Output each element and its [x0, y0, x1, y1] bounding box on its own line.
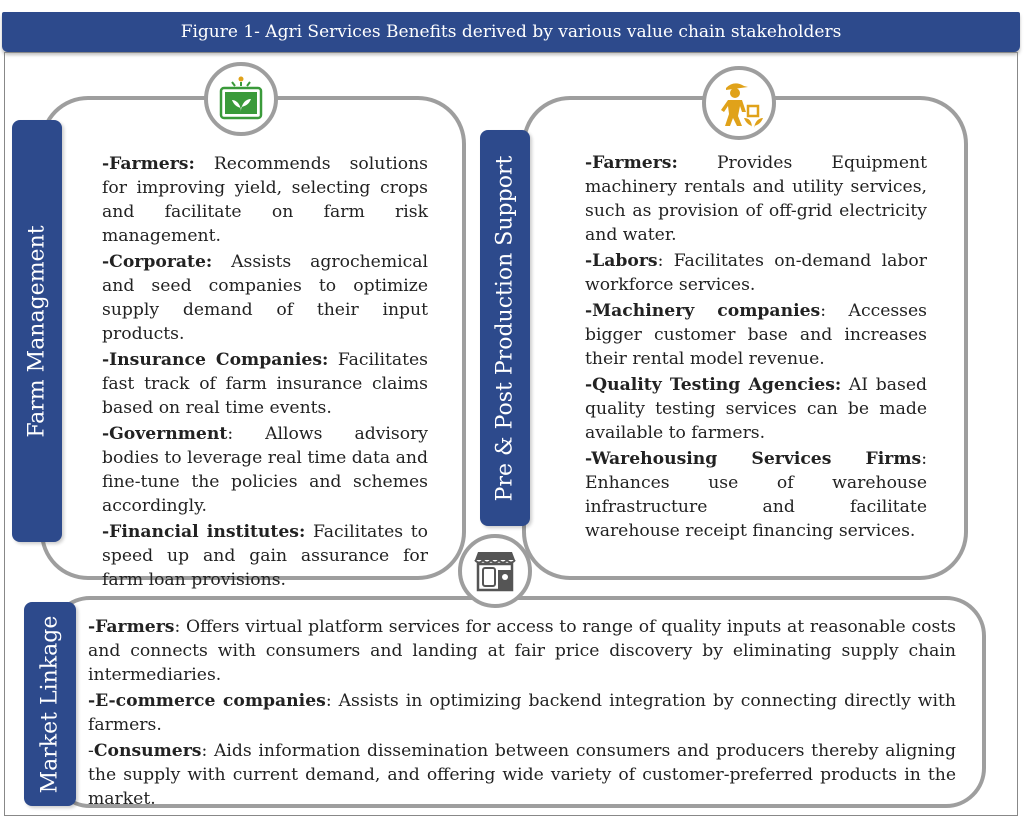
- farm-management-text: [102, 152, 428, 594]
- list-item: -Warehousing Services Firms: Enhances use of warehouse infrastructure and facilitate warehouse receipt financing services.: [585, 449, 927, 541]
- online-store-icon: [470, 546, 520, 596]
- list-item: -Farmers: Provides Equipment machinery rentals and utility services, such as provision of off-grid electricity and water.: [585, 153, 927, 245]
- list-item: -Consumers: Aids information dissemination between consumers and producers thereby aligning the supply with current demand, and offering wide variety of customer-preferred products in the market.: [88, 741, 956, 809]
- list-item: -Insurance Companies: Facilitates fast track of farm insurance claims based on real time events.: [102, 350, 428, 418]
- pre-post-label: Pre & Post Production Support: [480, 130, 530, 526]
- list-item: -Government: Allows advisory bodies to leverage real time data and fine-tune the policies and schemes accordingly.: [102, 424, 428, 516]
- farmer-worker-icon: [712, 76, 766, 130]
- pre-post-text: [585, 151, 927, 545]
- smart-farming-icon: [216, 74, 266, 124]
- list-item: -Machinery companies: Accesses bigger customer base and increases their rental model revenue.: [585, 301, 927, 369]
- list-item: -Farmers: Offers virtual platform services for access to range of quality inputs at reasonable costs and connects with consumers and landing at fair price discovery by eliminating supply chain intermediaries.: [88, 617, 956, 685]
- figure-title: Figure 1- Agri Services Benefits derived by various value chain stakeholders: [2, 12, 1020, 52]
- pre-post-icon-circle: [702, 66, 776, 140]
- list-item: -Farmers: Recommends solutions for improving yield, selecting crops and facilitate on farm risk management.: [102, 154, 428, 246]
- list-item: -Corporate: Assists agrochemical and seed companies to optimize supply demand of their input products.: [102, 252, 428, 344]
- market-linkage-text: [88, 615, 956, 813]
- list-item: -Financial institutes: Facilitates to speed up and gain assurance for farm loan provisions.: [102, 522, 429, 590]
- list-item: -Labors: Facilitates on-demand labor workforce services.: [585, 251, 927, 295]
- list-item: -E-commerce companies: Assists in optimizing backend integration by connecting directly with farmers.: [88, 691, 956, 735]
- market-linkage-label: Market Linkage: [24, 602, 76, 806]
- list-item: -Quality Testing Agencies: AI based quality testing services can be made available to farmers.: [585, 375, 927, 443]
- farm-management-label: Farm Management: [12, 120, 62, 542]
- farm-management-icon-circle: [204, 62, 278, 136]
- market-linkage-icon-circle: [458, 534, 532, 608]
